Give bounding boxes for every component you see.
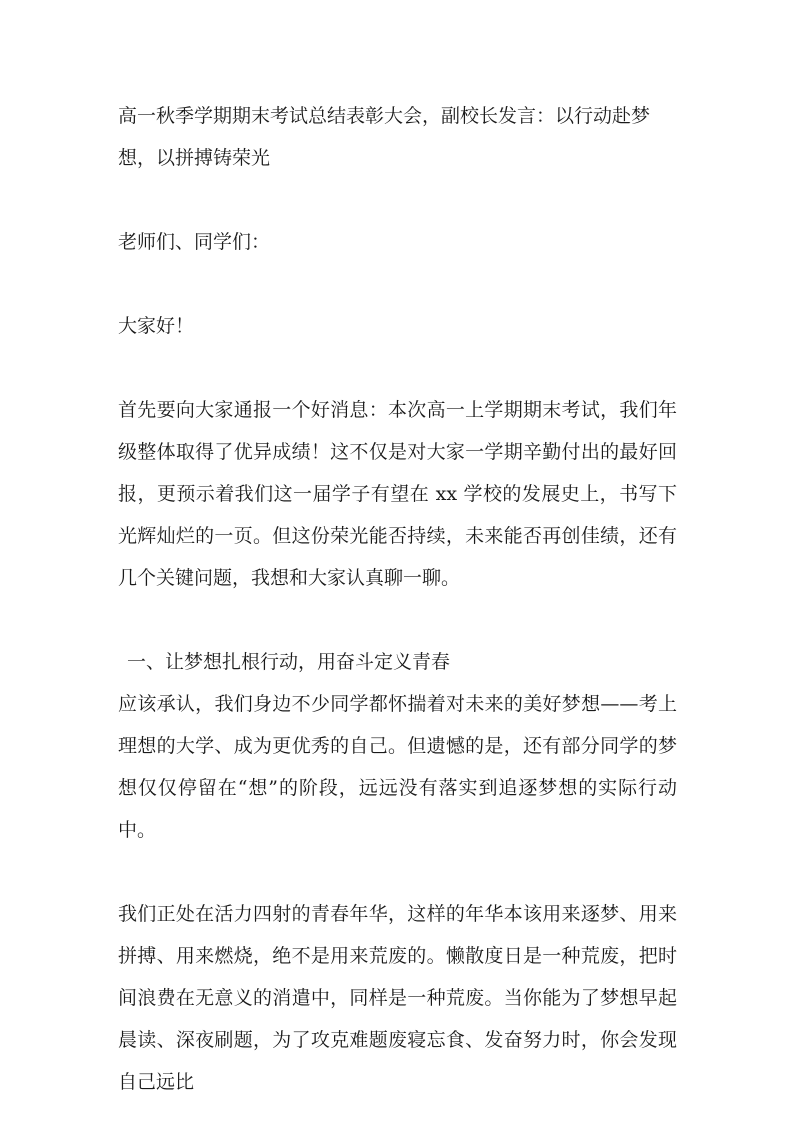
- section-1-paragraph-1: 应该承认，我们身边不少同学都怀揣着对未来的美好梦想——考上理想的大学、成为更优秀的自己。但遗憾的是，还有部分同学的梦想仅仅停留在“想”的阶段，远远没有落实到追逐梦想的实际行动中。: [118, 693, 677, 841]
- salutation-line: 老师们、同学们：: [118, 231, 271, 253]
- section-1-heading: 一、让梦想扎根行动，用奋斗定义青春: [127, 651, 451, 673]
- document-title: 高一秋季学期期末考试总结表彰大会，副校长发言：以行动赴梦想，以拼搏铸荣光: [118, 105, 651, 169]
- section-1-paragraph-2: 我们正处在活力四射的青春年华，这样的年华本该用来逐梦、用来拼搏、用来燃烧，绝不是用来荒废的。懒散度日是一种荒废，把时间浪费在无意义的消遣中，同样是一种荒废。当你能为了梦想早起晨读、深夜刷题，为了攻克难题废寝忘食、发奋努力时，你会发现自己远比: [118, 903, 677, 1093]
- greeting-line: 大家好！: [118, 315, 195, 337]
- intro-paragraph: 首先要向大家通报一个好消息：本次高一上学期期末考试，我们年级整体取得了优异成绩！这不仅是对大家一学期辛勤付出的最好回报，更预示着我们这一届学子有望在 xx 学校的发展史上，书写下光辉灿烂的一页。但这份荣光能否持续，未来能否再创佳绩，还有几个关键问题，我想和大家认真聊一聊。: [118, 399, 677, 589]
